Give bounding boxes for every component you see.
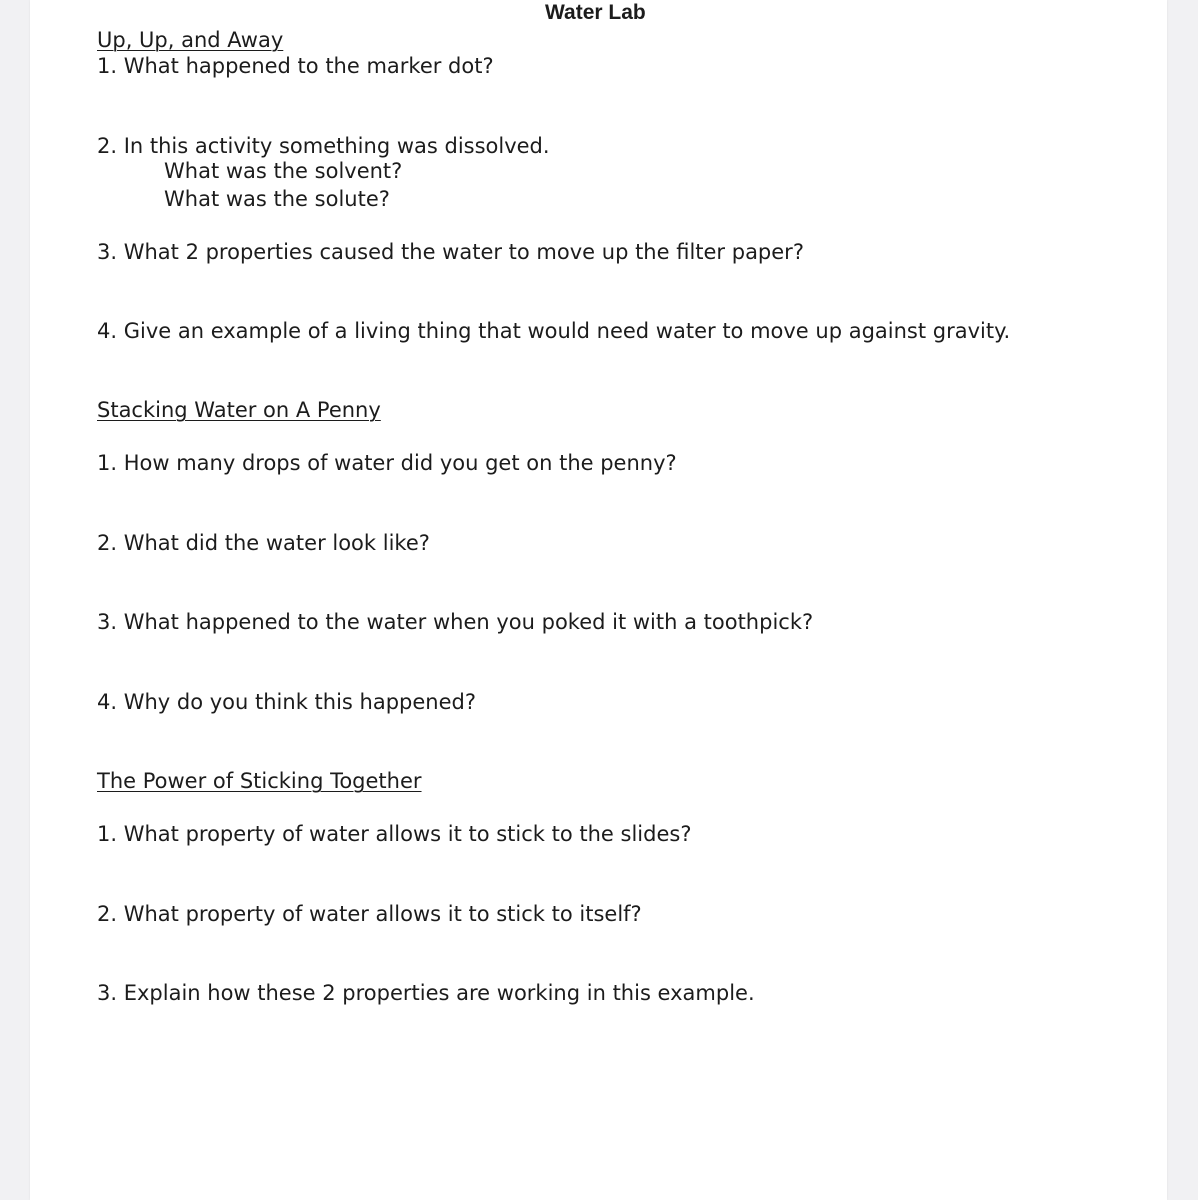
- section-heading-stacking-water: Stacking Water on A Penny: [97, 398, 381, 422]
- document-page: [30, 0, 1167, 1200]
- question-3-1: 1. What property of water allows it to stick to the slides?: [97, 822, 692, 846]
- question-2-4: 4. Why do you think this happened?: [97, 690, 476, 714]
- question-1-2b: What was the solute?: [164, 187, 390, 211]
- question-1-2a: What was the solvent?: [164, 159, 403, 183]
- section-heading-power-of-sticking: The Power of Sticking Together: [97, 769, 422, 793]
- question-3-3: 3. Explain how these 2 properties are working in this example.: [97, 981, 755, 1005]
- question-1-3: 3. What 2 properties caused the water to move up the filter paper?: [97, 240, 804, 264]
- question-1-1: 1. What happened to the marker dot?: [97, 54, 494, 78]
- question-1-4: 4. Give an example of a living thing that would need water to move up against gravity.: [97, 319, 1011, 343]
- question-2-3: 3. What happened to the water when you poked it with a toothpick?: [97, 610, 814, 634]
- question-3-2: 2. What property of water allows it to stick to itself?: [97, 902, 642, 926]
- section-heading-up-up-and-away: Up, Up, and Away: [97, 28, 284, 52]
- page-title: Water Lab: [545, 1, 646, 24]
- question-1-2: 2. In this activity something was dissolved.: [97, 134, 550, 158]
- question-2-1: 1. How many drops of water did you get on the penny?: [97, 451, 677, 475]
- question-2-2: 2. What did the water look like?: [97, 531, 430, 555]
